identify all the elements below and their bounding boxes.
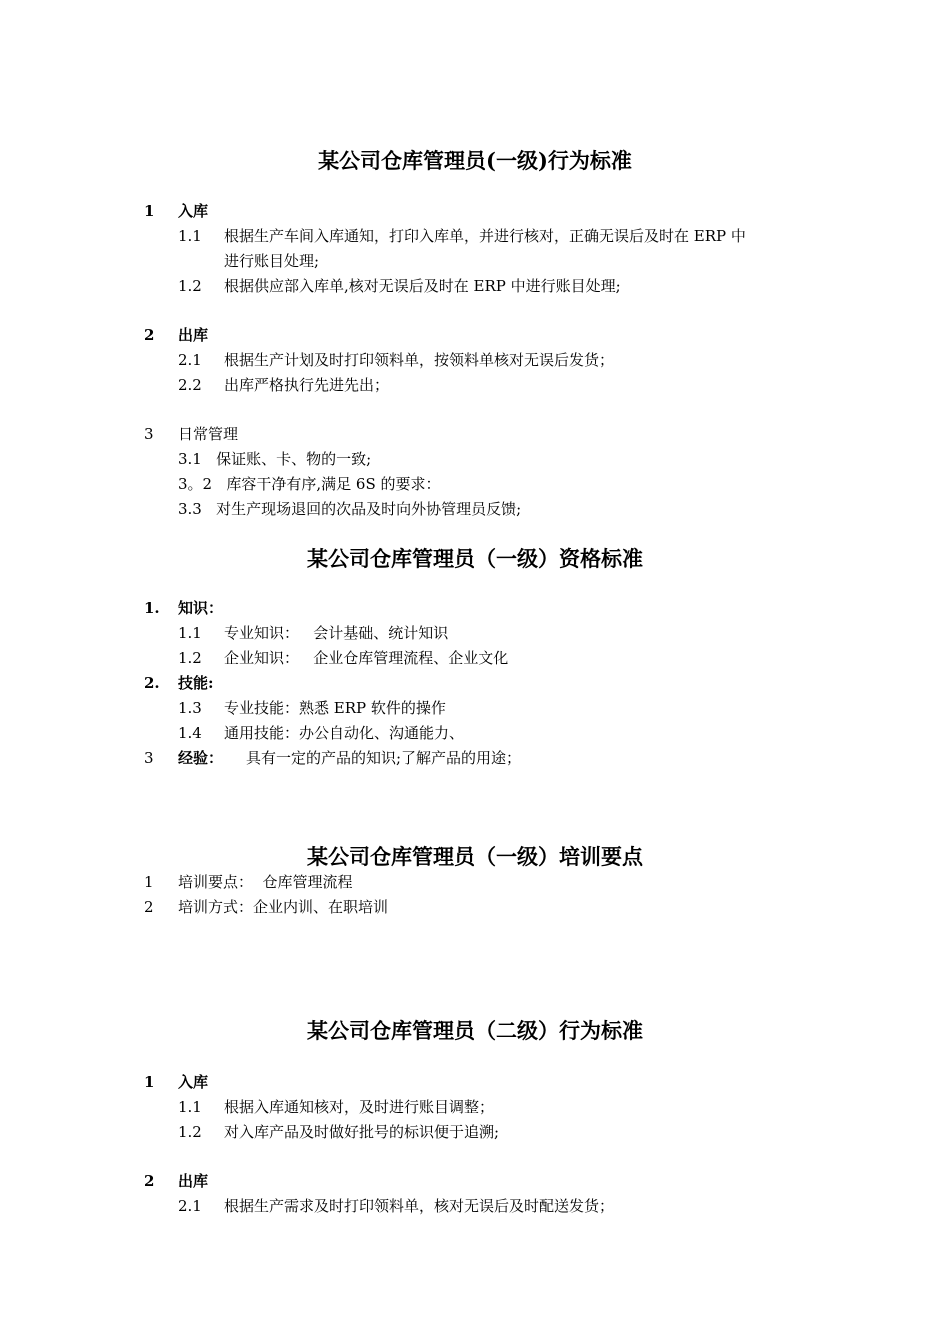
item-number: 1.2 (178, 277, 202, 295)
section-title-level1-qualification: 某公司仓库管理员（一级）资格标准 (307, 546, 643, 571)
item-text: 通用技能：办公自动化、沟通能力、 (224, 724, 465, 742)
item-number: 2.1 (178, 351, 202, 369)
item-number: 1.2 (178, 649, 202, 667)
heading-number: 1 (144, 202, 155, 220)
heading-number: 2 (144, 326, 155, 344)
heading-number: 1. (144, 599, 160, 617)
item-text-continued: 进行账目处理; (224, 252, 320, 270)
item-number: 1.3 (178, 699, 202, 717)
heading-number: 3 (144, 425, 154, 443)
item-text: 根据生产车间入库通知，打印入库单，并进行核对，正确无误后及时在 ERP 中 (224, 227, 746, 245)
heading-number: 3 (144, 749, 154, 767)
item-number: 2.1 (178, 1197, 202, 1215)
heading-inbound: 入库 (178, 1073, 209, 1091)
item-text: 具有一定的产品的知识;了解产品的用途； (246, 749, 522, 767)
heading-inbound: 入库 (178, 202, 209, 220)
item-number: 2 (144, 898, 154, 916)
item-text: 根据生产需求及时打印领料单，核对无误后及时配送发货； (224, 1197, 615, 1215)
item-text: 企业知识： 企业仓库管理流程、企业文化 (224, 649, 509, 667)
item-text: 根据供应部入库单,核对无误后及时在 ERP 中进行账目处理; (224, 277, 621, 295)
item-text: 培训要点： 仓库管理流程 (178, 873, 353, 891)
item-text: 根据生产计划及时打印领料单，按领料单核对无误后发货； (224, 351, 615, 369)
item-text: 3。2 库容干净有序,满足 6S 的要求： (178, 475, 441, 493)
section-title-level2-behavior: 某公司仓库管理员（二级）行为标准 (307, 1018, 643, 1043)
heading-skills: 技能: (178, 674, 214, 692)
heading-number: 2 (144, 1172, 155, 1190)
item-number: 1.1 (178, 227, 202, 245)
item-number: 1 (144, 873, 154, 891)
item-text: 根据入库通知核对，及时进行账目调整； (224, 1098, 495, 1116)
heading-number: 2. (144, 674, 160, 692)
heading-daily-management: 日常管理 (178, 425, 239, 443)
heading-outbound: 出库 (178, 1172, 209, 1190)
item-text: 3.1 保证账、卡、物的一致; (178, 450, 372, 468)
heading-outbound: 出库 (178, 326, 209, 344)
item-text: 专业技能：熟悉 ERP 软件的操作 (224, 699, 446, 717)
item-number: 1.1 (178, 624, 202, 642)
section-title-level1-behavior: 某公司仓库管理员(一级)行为标准 (318, 148, 632, 173)
item-text: 培训方式：企业内训、在职培训 (178, 898, 389, 916)
item-text: 出库严格执行先进先出； (224, 376, 390, 394)
item-number: 1.4 (178, 724, 202, 742)
item-number: 2.2 (178, 376, 202, 394)
item-number: 1.2 (178, 1123, 202, 1141)
section-title-level1-training: 某公司仓库管理员（一级）培训要点 (307, 844, 643, 869)
heading-knowledge: 知识： (178, 599, 224, 617)
heading-number: 1 (144, 1073, 155, 1091)
item-number: 1.1 (178, 1098, 202, 1116)
heading-experience: 经验： (178, 749, 224, 767)
item-text: 3.3 对生产现场退回的次品及时向外协管理员反馈; (178, 500, 522, 518)
item-text: 对入库产品及时做好批号的标识便于追溯; (224, 1123, 500, 1141)
item-text: 专业知识： 会计基础、统计知识 (224, 624, 449, 642)
